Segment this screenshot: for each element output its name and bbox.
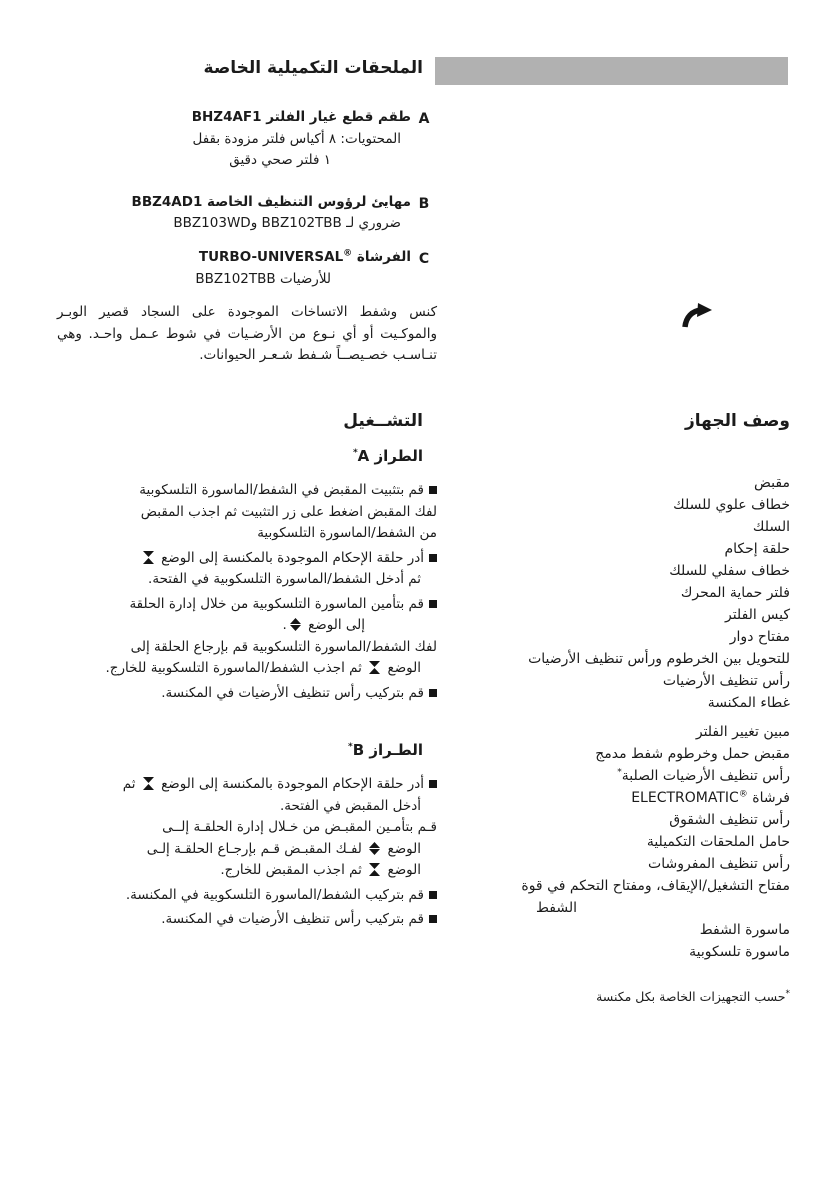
accessory-line: المحتويات: ٨ أكياس فلتر مزودة بقفل	[192, 130, 401, 147]
instruction-line: لفك الشفط/الماسورة التلسكوبية قم بإرجاع الحلقة إلى	[130, 638, 437, 655]
accessory-title: مهايئ لرؤوس التنظيف الخاصة BBZ4AD1	[131, 193, 411, 210]
device-part: غطاء المكنسة	[707, 695, 790, 711]
instruction-line: أدر حلقة الإحكام الموجودة بالمكنسة إلى الوضع ثم	[122, 776, 424, 792]
instruction-line: الوضع ثم اجذب الشفط/الماسورة التلسكوبية للخارج.	[105, 660, 421, 676]
device-part: مقبض	[754, 475, 790, 491]
section-header-bar	[435, 57, 788, 85]
accessory-line: للأرضيات BBZ102TBB	[195, 270, 331, 287]
instruction-line: أدر حلقة الإحكام الموجودة بالمكنسة إلى الوضع	[140, 550, 424, 566]
accessory-item-b	[57, 192, 437, 235]
accessories-title: الملحقات التكميلية الخاصة	[203, 58, 423, 78]
device-part: ماسورة تلسكوبية	[689, 944, 790, 960]
position-open-icon	[143, 777, 154, 790]
instruction-bullet	[57, 683, 437, 705]
operation-section	[57, 408, 437, 934]
accessory-title: الفرشاة TURBO-UNIVERSAL®	[198, 248, 411, 265]
position-open-icon	[369, 661, 380, 674]
device-part: فرشاة ELECTROMATIC®	[631, 789, 790, 806]
curved-arrow-icon	[681, 300, 713, 332]
bullet-marker-icon	[429, 915, 437, 923]
device-part: كيس الفلتر	[724, 607, 790, 623]
accessory-label-c: C	[418, 250, 430, 267]
instruction-line: إلى الوضع .	[282, 617, 365, 633]
bullet-marker-icon	[429, 600, 437, 608]
device-description-title: وصف الجهاز	[684, 411, 790, 431]
accessories-section	[57, 55, 437, 367]
instruction-line: قم بتركيب رأس تنظيف الأرضيات في المكنسة.	[161, 911, 424, 927]
instruction-line: قم بتركيب رأس تنظيف الأرضيات في المكنسة.	[161, 684, 424, 701]
accessory-label-a: A	[418, 111, 430, 127]
position-lock-icon	[369, 842, 380, 855]
device-part: مبين تغيير الفلتر	[695, 724, 790, 740]
model-letter: A	[357, 447, 370, 465]
device-parts-list	[437, 472, 790, 963]
operation-title: التشــغيل	[343, 411, 423, 431]
instruction-line: قم بتأمين الماسورة التلسكوبية من خلال إدارة الحلقة	[129, 595, 424, 612]
device-part: رأس تنظيف المفروشات	[648, 856, 790, 872]
accessory-label-b: B	[418, 195, 430, 212]
device-part: مفتاح التشغيل/الإيقاف، ومفتاح التحكم في قوة	[521, 878, 790, 894]
device-part: رأس تنظيف الشقوق	[669, 812, 790, 828]
footnote-mark: *	[347, 742, 353, 752]
bullet-marker-icon	[429, 780, 437, 788]
model-letter: B	[352, 741, 365, 759]
device-part: السلك	[752, 519, 790, 535]
accessory-item-a	[57, 107, 437, 172]
instruction-line: لفك المقبض اضغط على زر التثبيت ثم اجذب المقبض	[140, 503, 437, 520]
device-part: رأس تنظيف الأرضيات الصلبة*	[617, 767, 790, 784]
bullet-marker-icon	[429, 689, 437, 697]
device-part: حلقة إحكام	[724, 541, 790, 557]
device-part: رأس تنظيف الأرضيات	[662, 673, 790, 689]
device-part: مقبض حمل وخرطوم شفط مدمج	[595, 746, 790, 762]
device-part: ماسورة الشفط	[699, 922, 790, 938]
instruction-line: من الشفط/الماسورة التلسكوبية	[257, 525, 437, 541]
model-a-heading	[57, 444, 423, 468]
model-b-heading	[57, 738, 423, 762]
device-part: حامل الملحقات التكميلية	[646, 834, 790, 850]
accessory-paragraph: كنس وشفط الاتساخات الموجودة على السجاد قصير الوبـر والموكـيت أو أي نـوع من الأرضـيات في شوط عـمل واحـد. وهي تنـاسـب خصـيصــاً شـفط شـعـر الحيوانات.	[57, 304, 437, 364]
instruction-line: ثم أدخل الشفط/الماسورة التلسكوبية في الفتحة.	[148, 571, 421, 587]
device-part: فلتر حماية المحرك	[680, 585, 790, 601]
position-open-icon	[143, 551, 154, 564]
position-open-icon	[369, 863, 380, 876]
device-part: للتحويل بين الخرطوم ورأس تنظيف الأرضيات	[528, 651, 790, 667]
bullet-marker-icon	[429, 891, 437, 899]
instruction-bullet	[57, 548, 437, 591]
instruction-line: الوضع ثم اجذب المقبض للخارج.	[220, 862, 421, 878]
instruction-bullet	[57, 909, 437, 931]
instruction-line: أدخل المقبض في الفتحة.	[279, 797, 421, 814]
instruction-line: الوضع لفـك المقبـض قـم بإرجـاع الحلقـة إلـى	[146, 840, 421, 857]
accessory-line: ١ فلتر صحي دقيق	[229, 152, 331, 169]
instruction-bullet	[57, 480, 437, 545]
footnote-mark: *	[352, 448, 358, 458]
device-part: مفتاح دوار	[729, 629, 790, 645]
accessory-title: طقم قطع غيار الفلتر BHZ4AF1	[191, 109, 411, 125]
instruction-line: قم بتثبيت المقبض في الشفط/الماسورة التلسكوبية	[139, 482, 424, 498]
model-word: الطـراز	[369, 741, 423, 759]
instruction-bullet	[57, 885, 437, 907]
device-part-wrap: الشفط	[535, 900, 577, 916]
accessory-line: ضروري لـ BBZ102TBB وBBZ103WD	[173, 215, 401, 232]
instruction-bullet	[57, 594, 437, 680]
model-word: الطراز	[374, 447, 423, 465]
bullet-marker-icon	[429, 486, 437, 494]
footnote: *حسب التجهيزات الخاصة بكل مكنسة	[596, 988, 790, 1004]
device-description-section	[437, 408, 790, 1004]
accessory-item-c	[57, 247, 437, 290]
bullet-marker-icon	[429, 554, 437, 562]
instruction-bullet	[57, 774, 437, 882]
instruction-line: قـم بتأمـين المقبـض من خـلال إدارة الحلقـة إلــى	[162, 819, 437, 835]
instruction-line: قم بتركيب الشفط/الماسورة التلسكوبية في المكنسة.	[125, 886, 424, 903]
device-part: خطاف سفلي للسلك	[669, 563, 790, 579]
device-part: خطاف علوي للسلك	[673, 497, 790, 513]
position-lock-icon	[290, 618, 301, 631]
